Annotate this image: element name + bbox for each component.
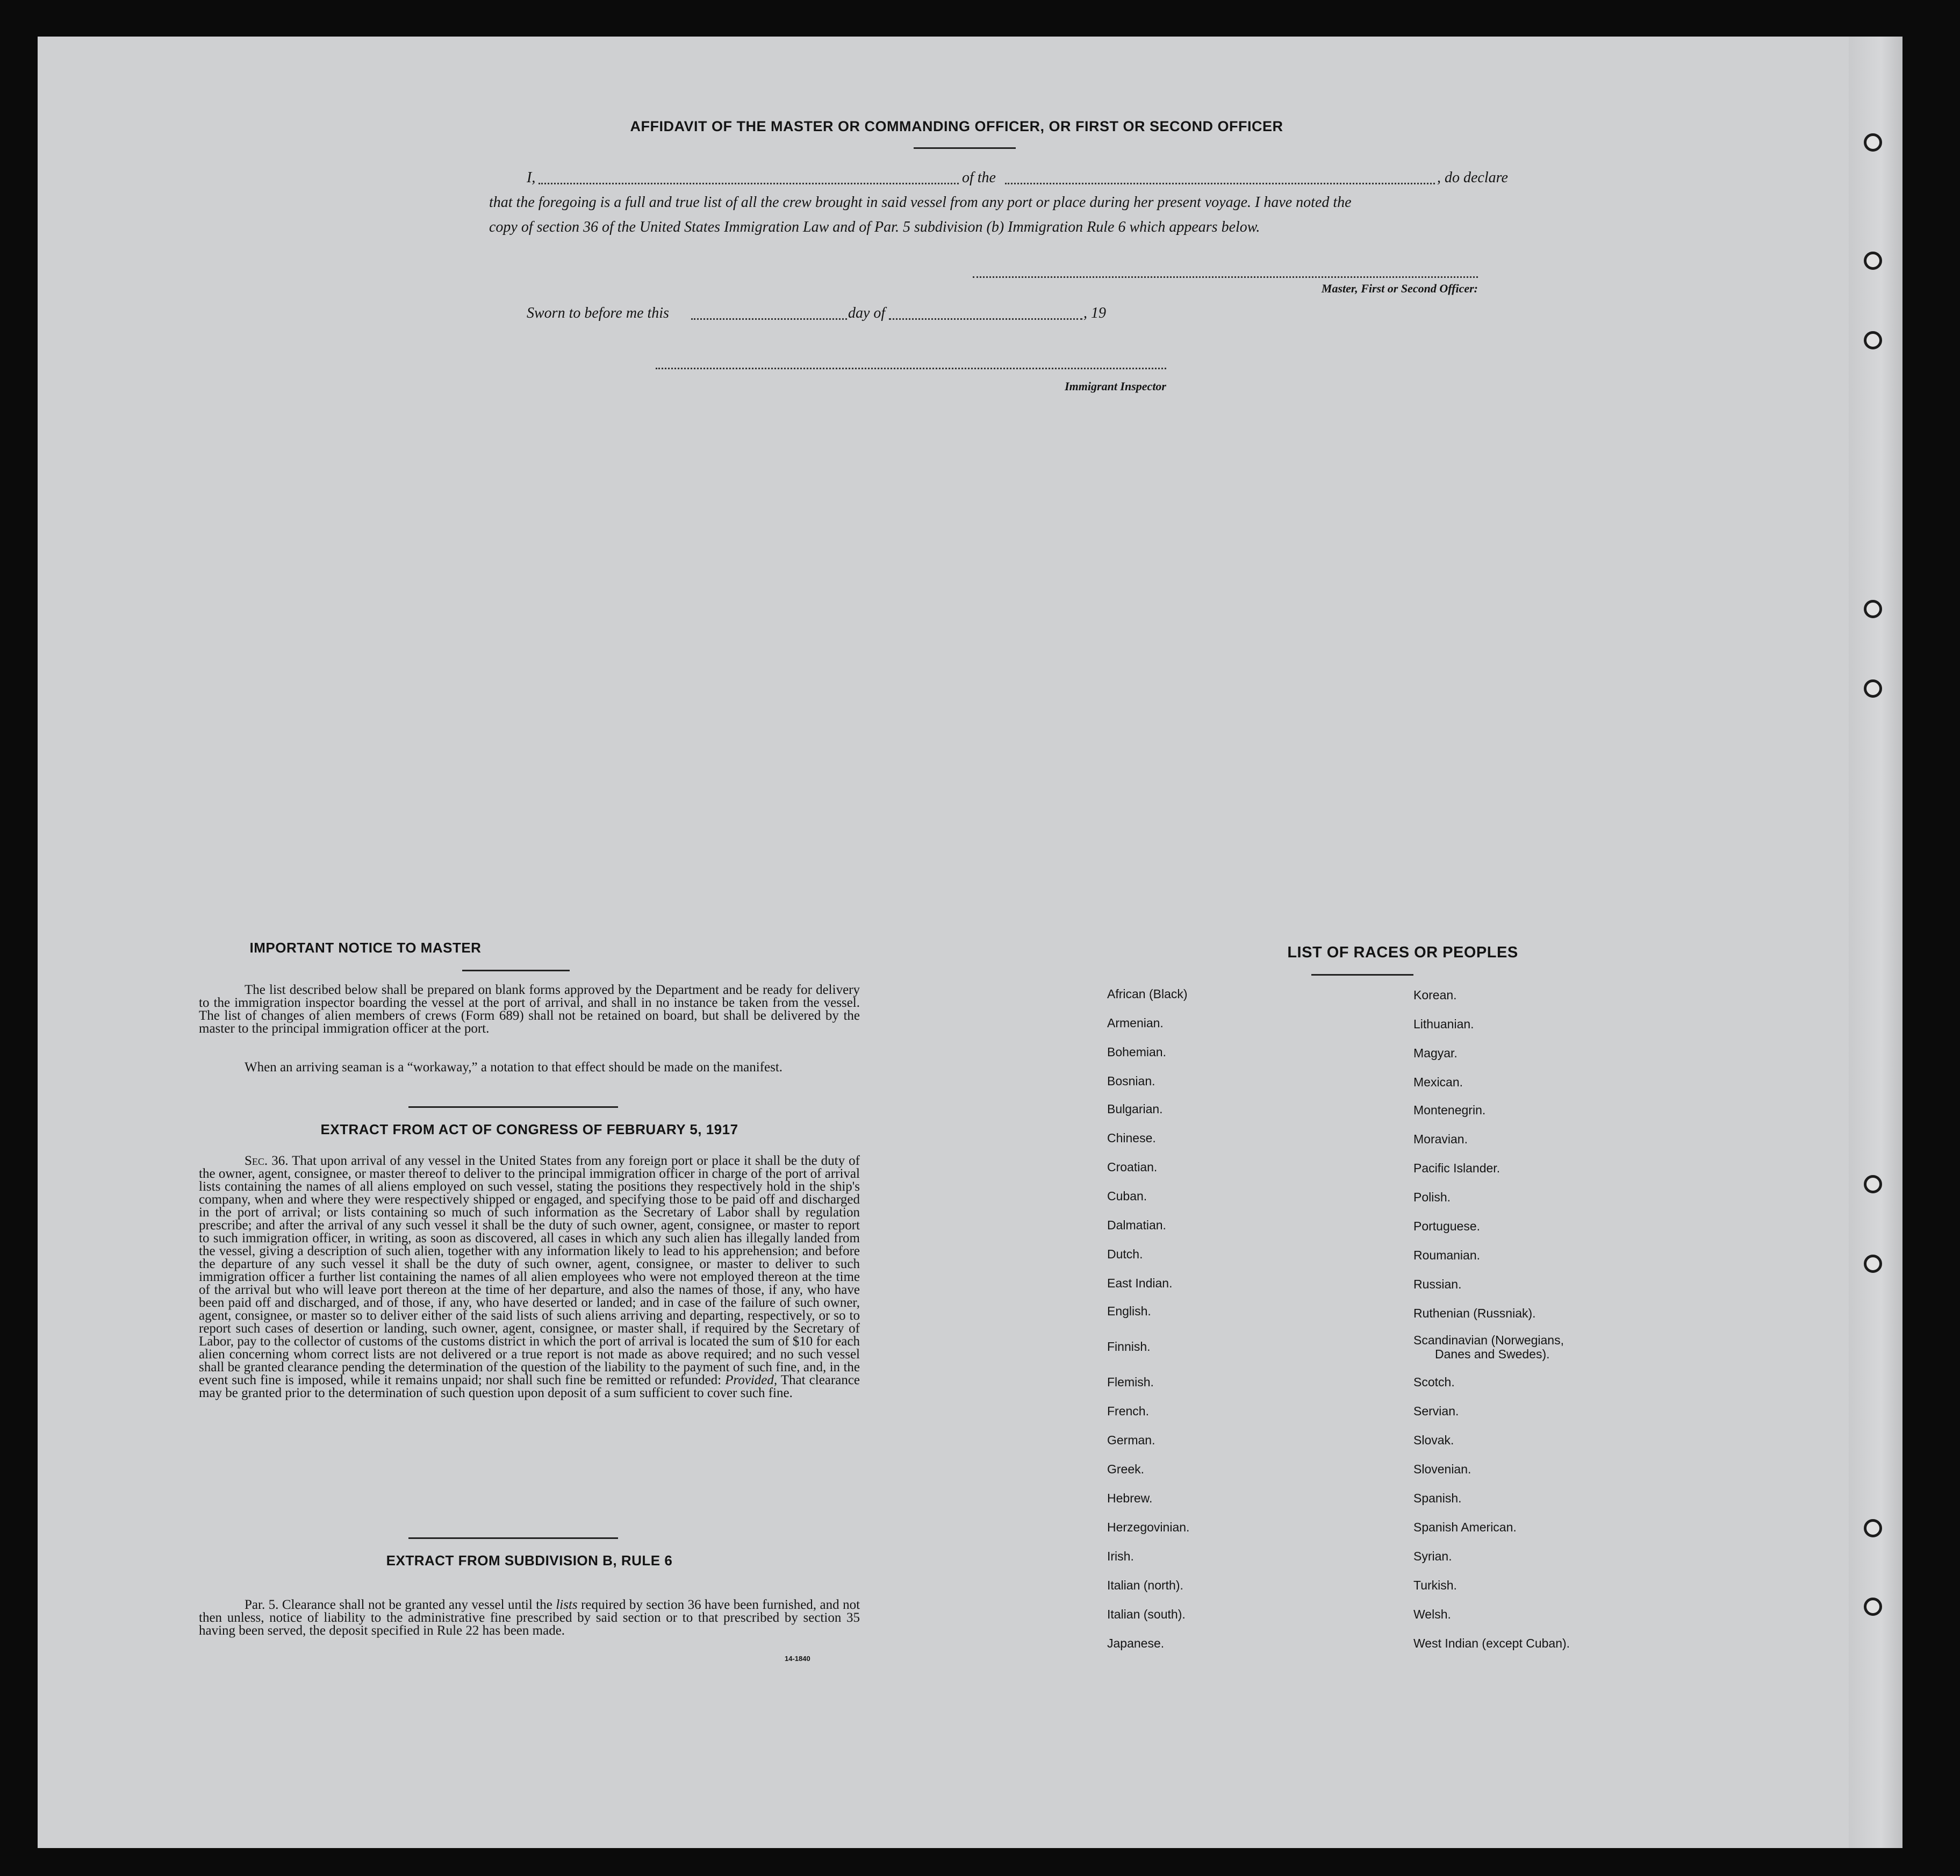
race-item: Roumanian.	[1413, 1248, 1481, 1262]
of-the-label: of the	[962, 169, 996, 186]
punch-hole	[1864, 1519, 1882, 1537]
sworn-label: Sworn to before me this	[527, 305, 669, 321]
race-item: Montenegrin.	[1413, 1103, 1486, 1117]
race-item: Danes and Swedes).	[1435, 1347, 1550, 1361]
race-item: Ruthenian (Russniak).	[1413, 1306, 1536, 1320]
binder-strip	[1849, 37, 1902, 1848]
year-label: , 19	[1083, 305, 1106, 321]
race-item: Scandinavian (Norwegians,	[1413, 1333, 1564, 1347]
i-label: I,	[527, 169, 536, 186]
race-item: Welsh.	[1413, 1607, 1451, 1621]
race-item: Italian (south).	[1107, 1607, 1186, 1621]
race-item: Bohemian.	[1107, 1045, 1166, 1059]
day-of-label: day of	[848, 305, 886, 321]
race-item: Cuban.	[1107, 1189, 1147, 1203]
race-item: English.	[1107, 1304, 1151, 1318]
divider	[914, 147, 1016, 149]
race-item: Spanish American.	[1413, 1520, 1517, 1534]
race-item: Moravian.	[1413, 1132, 1468, 1146]
inspector-signature-field[interactable]	[656, 368, 1166, 369]
extract-act-title: EXTRACT FROM ACT OF CONGRESS OF FEBRUARY 5, 1917	[320, 1121, 738, 1137]
race-item: Lithuanian.	[1413, 1017, 1474, 1031]
notice-title: IMPORTANT NOTICE TO MASTER	[249, 940, 482, 956]
race-item: Syrian.	[1413, 1549, 1452, 1563]
race-item: Flemish.	[1107, 1375, 1154, 1389]
race-item: French.	[1107, 1404, 1149, 1418]
notice-para-1: The list described below shall be prepared on blank forms approved by the Department and be ready for delivery to the immigration inspector boarding the vessel at the port of arrival, and shall in no instance be taken from the vessel. The list of changes of alien members of crews (Form 689) shall not be retained on board, but shall be delivered by the master to the principal immigration officer at the port.	[199, 983, 860, 1036]
race-item: Bosnian.	[1107, 1074, 1155, 1088]
race-item: Mexican.	[1413, 1075, 1463, 1089]
par5-text: Par. 5. Clearance shall not be granted any vessel until the	[245, 1598, 552, 1612]
race-item: Greek.	[1107, 1462, 1145, 1476]
punch-hole	[1864, 600, 1882, 618]
affidavit-line2: that the foregoing is a full and true list of all the crew brought in said vessel from any port or place during her present voyage. I have noted the	[489, 194, 1352, 211]
race-item: Korean.	[1413, 988, 1457, 1002]
extract-rule-text	[199, 1599, 860, 1637]
punch-hole	[1864, 1175, 1882, 1193]
race-item: Herzegovinian.	[1107, 1520, 1190, 1534]
name-field[interactable]	[539, 183, 959, 184]
extract-act-text	[199, 1155, 860, 1400]
divider	[408, 1537, 618, 1539]
race-item: Servian.	[1413, 1404, 1459, 1418]
race-item: Russian.	[1413, 1277, 1462, 1291]
inspector-caption: Immigrant Inspector	[1065, 380, 1166, 393]
section-36-text: That upon arrival of any vessel in the United States from any foreign port or place it shall be the duty of the owner, agent, consignee, or master thereof to deliver to the principal immigration officer in charge of the port of arrival lists containing the names of all aliens employed on such vessel, stating the positions they respectively hold in the ship's company, when and where they were respectively shipped or engaged, and specifying those to be paid off and discharged in the port of arrival; or lists containing so much of such information as the Secretary of Labor shall by regulation prescribe; and after the arrival of any such vessel it shall be the duty of such owner, agent, consignee, or master to report to such immigration officer, in writing, as soon as discovered, all cases in which any such alien has illegally landed from the vessel, giving a description of such alien, together with any information likely to lead to his apprehension; and before the departure of any such vessel it shall be the duty of such owner, agent, consignee, or master to deliver to such immigration officer a further list containing the names of all alien employees who were not employed thereon at the time of the arrival but who will leave port thereon at the time of her departure, and also the names of those, if any, who have been paid off and discharged, and of those, if any, who have deserted or landed; and in case of the failure of such owner, agent, consignee, or master so to deliver either of the said lists of such aliens arriving and departing, respectively, or so to report such cases of desertion or landing, such owner, agent, consignee, or master shall, if required by the Secretary of Labor, pay to the collector of customs of the customs district in which the port of arrival is located the sum of $10 for each alien concerning whom correct lists are not delivered or a true report is not made as above required; and no such vessel shall be granted clearance pending the determination of the question of the liability to the payment of such fine, and, in the event such fine is imposed, while it remains unpaid; nor shall such fine be remitted or refunded:	[199, 1154, 860, 1387]
races-title: LIST OF RACES OR PEOPLES	[1287, 944, 1518, 961]
punch-hole	[1864, 1255, 1882, 1273]
race-item: Italian (north).	[1107, 1578, 1183, 1592]
punch-hole	[1864, 252, 1882, 270]
master-caption: Master, First or Second Officer:	[1321, 282, 1478, 295]
race-item: Dutch.	[1107, 1247, 1143, 1261]
section-label: Sec. 36.	[245, 1154, 289, 1168]
race-item: Magyar.	[1413, 1046, 1458, 1060]
vessel-field[interactable]	[1005, 183, 1435, 184]
race-item: Chinese.	[1107, 1131, 1156, 1145]
sworn-day-field[interactable]	[691, 318, 847, 320]
race-item: Spanish.	[1413, 1491, 1462, 1505]
lists-word: lists	[556, 1598, 578, 1612]
punch-hole	[1864, 331, 1882, 349]
divider	[1311, 974, 1413, 976]
provided-word: Provided,	[725, 1373, 778, 1387]
section-36-text-end: That clearance may be granted prior to the determination of such question upon deposit of a sum sufficient to cover such fine.	[199, 1373, 860, 1400]
race-item: Slovenian.	[1413, 1462, 1471, 1476]
race-item: Finnish.	[1107, 1340, 1151, 1354]
race-item: East Indian.	[1107, 1276, 1173, 1290]
race-item: Turkish.	[1413, 1578, 1457, 1592]
race-item: Armenian.	[1107, 1016, 1164, 1030]
punch-hole	[1864, 679, 1882, 698]
race-item: German.	[1107, 1433, 1155, 1447]
affidavit-line1	[489, 166, 1510, 190]
race-item: African (Black)	[1107, 987, 1188, 1001]
race-item: Bulgarian.	[1107, 1102, 1163, 1116]
divider	[462, 970, 570, 971]
race-item: Japanese.	[1107, 1636, 1165, 1650]
affidavit-title: AFFIDAVIT OF THE MASTER OR COMMANDING OFFICER, OR FIRST OR SECOND OFFICER	[630, 118, 1283, 134]
document-page	[38, 37, 1902, 1848]
race-item: Portuguese.	[1413, 1219, 1481, 1233]
race-item: West Indian (except Cuban).	[1413, 1636, 1570, 1650]
sworn-line	[489, 301, 1188, 326]
par5-text-end: required by section 36 have been furnished, and not then unless, notice of liability to the administrative fine prescribed by said section or to that prescribed by section 35 having been served, the deposit specified in Rule 22 has been made.	[199, 1598, 860, 1638]
notice-para-2: When an arriving seaman is a “workaway,” a notation to that effect should be made on the manifest.	[245, 1060, 783, 1075]
race-item: Dalmatian.	[1107, 1218, 1166, 1232]
punch-hole	[1864, 133, 1882, 152]
affidavit-line3: copy of section 36 of the United States Immigration Law and of Par. 5 subdivision (b) Immigration Rule 6 which appears below.	[489, 219, 1260, 235]
divider	[408, 1106, 618, 1108]
punch-hole	[1864, 1598, 1882, 1616]
declare-label: , do declare	[1437, 169, 1508, 186]
race-item: Polish.	[1413, 1190, 1451, 1204]
sworn-month-field[interactable]	[889, 318, 1082, 320]
race-item: Hebrew.	[1107, 1491, 1153, 1505]
race-item: Scotch.	[1413, 1375, 1455, 1389]
extract-rule-title: EXTRACT FROM SUBDIVISION B, RULE 6	[386, 1552, 673, 1569]
race-item: Irish.	[1107, 1549, 1134, 1563]
master-signature-field[interactable]	[973, 276, 1478, 278]
race-item: Slovak.	[1413, 1433, 1454, 1447]
form-number: 14-1840	[785, 1655, 810, 1663]
race-item: Croatian.	[1107, 1160, 1158, 1174]
race-item: Pacific Islander.	[1413, 1161, 1500, 1175]
